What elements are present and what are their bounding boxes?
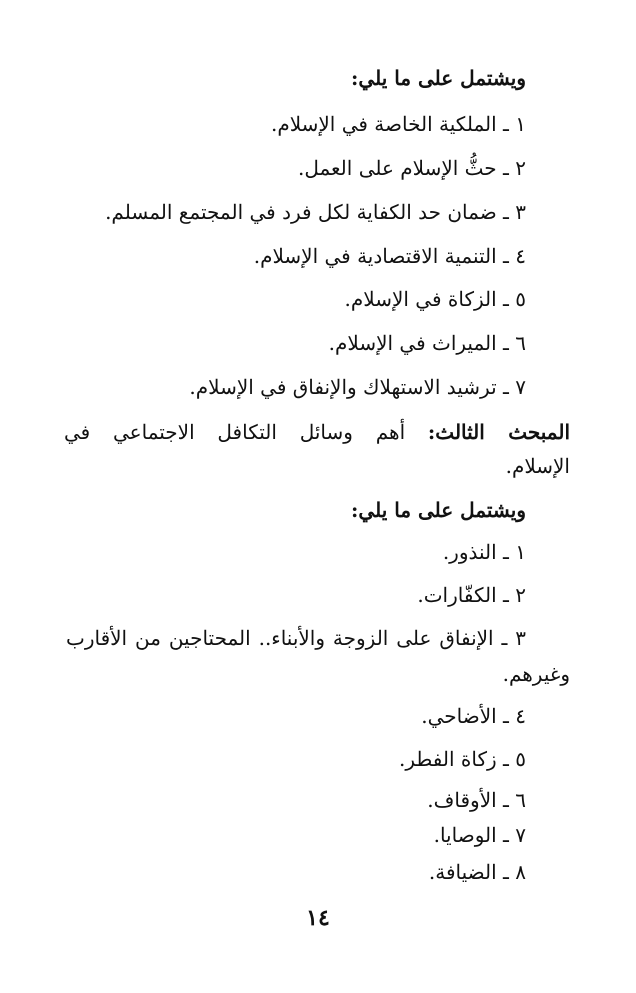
list-item: ٧ ـ ترشيد الاستهلاك والإنفاق في الإسلام.: [189, 375, 526, 399]
list-item: ٧ ـ الوصايا.: [433, 823, 526, 847]
list-item: ٣ ـ الإنفاق على الزوجة والأبناء.. المحتاجين من الأقارب: [66, 626, 526, 650]
list-item: ٥ ـ الزكاة في الإسلام.: [344, 287, 526, 311]
list-item: ٥ ـ زكاة الفطر.: [399, 747, 526, 771]
section-heading-continuation: الإسلام.: [505, 454, 570, 478]
list-item: ٤ ـ التنمية الاقتصادية في الإسلام.: [253, 244, 526, 268]
list-item: ٢ ـ الكفّارات.: [417, 583, 526, 607]
list-item: ٣ ـ ضمان حد الكفاية لكل فرد في المجتمع المسلم.: [105, 200, 526, 224]
section2-intro: ويشتمل على ما يلي:: [351, 498, 526, 522]
list-item-continuation: وغيرهم.: [502, 662, 570, 686]
section-heading-text: أهم وسائل التكافل الاجتماعي في: [64, 420, 406, 444]
list-item: ١ ـ النذور.: [442, 540, 526, 564]
list-item: ٨ ـ الضيافة.: [428, 860, 526, 884]
section-heading: [64, 418, 570, 446]
list-item: ٢ ـ حثُّ الإسلام على العمل.: [297, 156, 526, 180]
section-heading-label: المبحث الثالث:: [427, 420, 570, 444]
section1-intro: ويشتمل على ما يلي:: [351, 66, 526, 90]
page-number: ١٤: [306, 905, 330, 931]
list-item: ٦ ـ الأوقاف.: [427, 788, 526, 812]
list-item: ٦ ـ الميراث في الإسلام.: [328, 331, 526, 355]
list-item: ٤ ـ الأضاحي.: [421, 704, 526, 728]
list-item: ١ ـ الملكية الخاصة في الإسلام.: [270, 112, 526, 136]
